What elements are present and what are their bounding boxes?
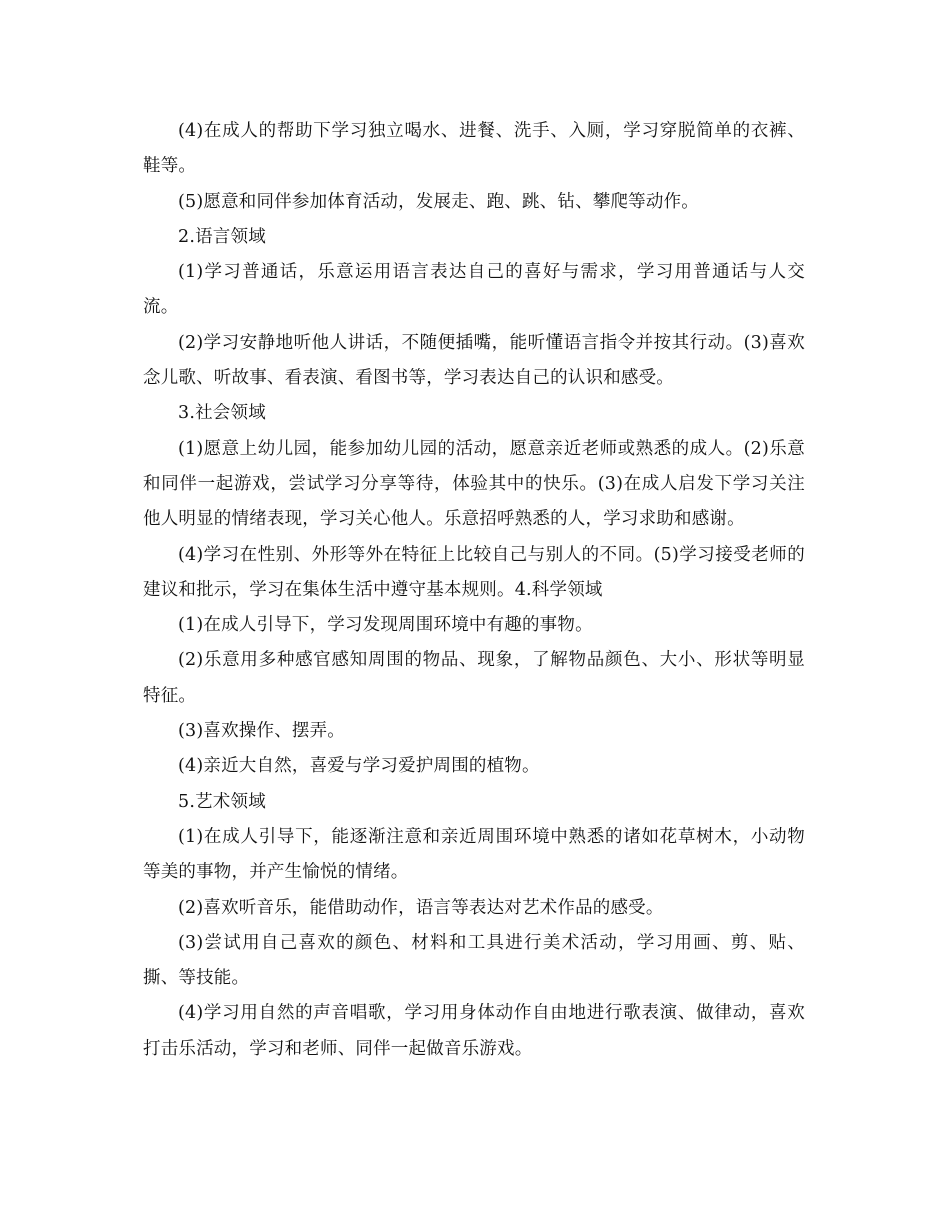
paragraph-science-3: (3)喜欢操作、摆弄。: [178, 721, 345, 742]
document-body: [143, 114, 805, 1067]
paragraph-sports: (5)愿意和同伴参加体育活动，发展走、跑、跳、钻、攀爬等动作。: [178, 191, 699, 212]
paragraph-science-1: (1)在成人引导下，学习发现周围环境中有趣的事物。: [178, 615, 593, 636]
paragraph-science-2: (2)乐意用多种感官感知周围的物品、现象，了解物品颜色、大小、形状等明显特征。: [143, 650, 805, 706]
paragraph-self-care: (4)在成人的帮助下学习独立喝水、进餐、洗手、入厕，学习穿脱简单的衣裤、鞋等。: [143, 121, 805, 177]
heading-social-domain: 3.社会领域: [178, 403, 266, 424]
paragraph-art-4: (4)学习用自然的声音唱歌，学习用身体动作自由地进行歌表演、做律动，喜欢打击乐活动，学习和老师、同伴一起做音乐游戏。: [143, 1003, 805, 1059]
heading-art-domain: 5.艺术领域: [178, 791, 266, 812]
heading-language-domain: 2.语言领域: [178, 226, 266, 247]
paragraph-social-1: (1)愿意上幼儿园，能参加幼儿园的活动，愿意亲近老师或熟悉的成人。(2)乐意和同伴一起游戏，尝试学习分享等待，体验其中的快乐。(3)在成人启发下学习关注他人明显的情绪表现，学习关心他人。乐意招呼熟悉的人，学习求助和感谢。: [143, 438, 805, 530]
paragraph-language-2: (2)学习安静地听他人讲话，不随便插嘴，能听懂语言指令并按其行动。(3)喜欢念儿歌、听故事、看表演、看图书等，学习表达自己的认识和感受。: [143, 332, 805, 389]
paragraph-language-1: (1)学习普通话，乐意运用语言表达自己的喜好与需求，学习用普通话与人交流。: [143, 262, 805, 318]
paragraph-art-1: (1)在成人引导下，能逐渐注意和亲近周围环境中熟悉的诸如花草树木，小动物等美的事物，并产生愉悦的情绪。: [143, 826, 805, 883]
paragraph-science-4: (4)亲近大自然，喜爱与学习爱护周围的植物。: [178, 756, 540, 777]
paragraph-art-2: (2)喜欢听音乐，能借助动作，语言等表达对艺术作品的感受。: [178, 897, 664, 918]
paragraph-art-3: (3)尝试用自己喜欢的颜色、材料和工具进行美术活动，学习用画、剪、贴、撕、等技能。: [143, 932, 805, 989]
paragraph-social-2: (4)学习在性别、外形等外在特征上比较自己与别人的不同。(5)学习接受老师的建议和批示，学习在集体生活中遵守基本规则。4.科学领域: [143, 544, 805, 600]
